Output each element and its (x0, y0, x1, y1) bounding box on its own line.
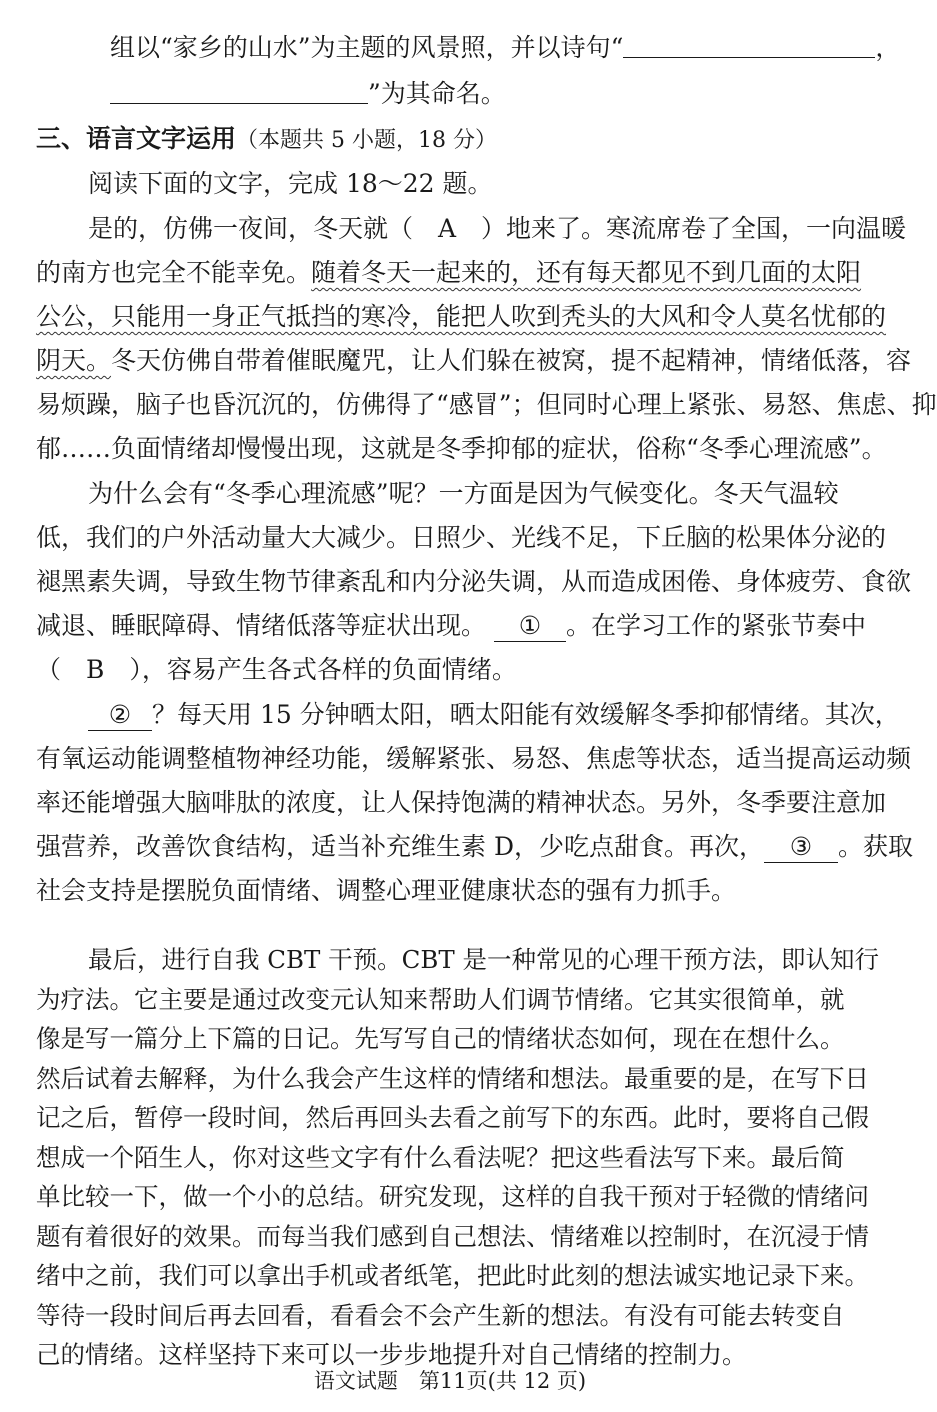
para2-line: （ B ），容易产生各式各样的负面情绪。 (36, 655, 517, 684)
para4-line: 题有着很好的效果。而每当我们感到自己想法、情绪难以控制时，在沉浸于情 (36, 1221, 869, 1251)
para4-line: 为疗法。它主要是通过改变元认知来帮助人们调节情绪。它其实很简单，就 (36, 984, 845, 1014)
para4-line: 绪中之前，我们可以拿出手机或者纸笔，把此时此刻的想法诚实地记录下来。 (36, 1261, 869, 1290)
para3-line (0, 827, 914, 867)
blank-1[interactable]: ① (494, 611, 566, 642)
para3-line: 社会支持是摆脱负面情绪、调整心理亚健康状态的强有力抓手。 (36, 876, 737, 905)
wavy-underlined-text: 随着冬天一起来的，还有每天都见不到几面的太阳 (311, 258, 862, 287)
para3-text: 强营养，改善饮食结构，适当补充维生素 D，少吃点甜食。再次， (36, 832, 764, 861)
para3-line (0, 695, 900, 735)
para1-line (0, 253, 900, 293)
para1-text: 冬天仿佛自带着催眠魔咒，让人们躲在被窝，提不起精神，情绪低落，容 (111, 346, 912, 375)
para4-line: 像是写一篇分上下篇的日记。先写写自己的情绪状态如何，现在在想什么。 (36, 1024, 845, 1053)
para3-text: ？每天用 15 分钟晒太阳，晒太阳能有效缓解冬季抑郁情绪。其次， (152, 700, 900, 729)
para1-line (0, 297, 900, 337)
blank-2[interactable]: ② (88, 700, 152, 731)
para2-text: 减退、睡眠障碍、情绪低落等症状出现。 (36, 611, 487, 640)
para4-line: 然后试着去解释，为什么我会产生这样的情绪和想法。最重要的是，在写下日 (36, 1063, 869, 1093)
wavy-underlined-text: 公公，只能用一身正气抵挡的寒冷，能把人吹到秃头的大风和令人莫名忧郁的 (36, 302, 887, 331)
para3-line: 率还能增强大脑啡肽的浓度，让人保持饱满的精神状态。另外，冬季要注意加 (36, 788, 887, 817)
para2-line: 为什么会有“冬季心理流感”呢？一方面是因为气候变化。冬天气温较 (88, 479, 839, 508)
q17-line-2 (0, 74, 900, 114)
instruction: 阅读下面的文字，完成 18～22 题。 (88, 169, 493, 198)
para1-line (0, 341, 912, 381)
q17-line-1 (0, 28, 900, 68)
para3-line: 有氧运动能调整植物神经功能，缓解紧张、易怒、焦虑等状态，适当提高运动频 (36, 744, 912, 773)
para4-line: 记之后，暂停一段时间，然后再回头去看之前写下的东西。此时，要将自己假 (36, 1103, 869, 1132)
q17-text: 组以“家乡的山水”为主题的风景照，并以诗句“ (110, 33, 624, 62)
para1-line: 易烦躁，脑子也昏沉沉的，仿佛得了“感冒”；但同时心理上紧张、易怒、焦虑、抑 (36, 390, 937, 419)
para2-line: 低，我们的户外活动量大大减少。日照少、光线不足，下丘脑的松果体分泌的 (36, 523, 887, 552)
section-heading (0, 119, 900, 159)
poem-answer-blank-1[interactable] (623, 29, 875, 58)
wavy-underlined-text: 阴天。 (36, 346, 112, 375)
para4-line: 最后，进行自我 CBT 干预。CBT 是一种常见的心理干预方法，即认知行 (88, 945, 880, 974)
q17-comma: ， (875, 33, 901, 62)
para2-line (0, 606, 900, 646)
para1-text: 的南方也完全不能幸免。 (36, 258, 312, 287)
poem-answer-blank-2[interactable] (110, 75, 368, 104)
para2-line: 褪黑素失调，导致生物节律紊乱和内分泌失调，从而造成困倦、身体疲劳、食欲 (36, 567, 912, 596)
para1-line: 是的，仿佛一夜间，冬天就（ A ）地来了。寒流席卷了全国，一向温暖 (88, 214, 907, 243)
para4-line: 己的情绪。这样坚持下来可以一步步地提升对自己情绪的控制力。 (36, 1340, 747, 1369)
section-title: 三、语言文字运用 (36, 124, 237, 153)
para1-line: 郁……负面情绪却慢慢出现，这就是冬季抑郁的症状，俗称“冬季心理流感”。 (36, 434, 887, 463)
para3-text: 。获取 (838, 832, 914, 861)
para4-line: 单比较一下，做一个小的总结。研究发现，这样的自我干预对于轻微的情绪问 (36, 1182, 869, 1211)
q17-text-end: ”为其命名。 (368, 79, 506, 108)
para4-line: 等待一段时间后再去回看，看看会不会产生新的想法。有没有可能去转变自 (36, 1300, 845, 1330)
section-meta: （本题共 5 小题，18 分） (236, 128, 497, 153)
para2-text: 。在学习工作的紧张节奏中 (565, 611, 866, 640)
blank-3[interactable]: ③ (764, 832, 838, 863)
para4-line: 想成一个陌生人，你对这些文字有什么看法呢？把这些看法写下来。最后简 (36, 1142, 845, 1172)
page-footer: 语文试题 第11页(共 12 页) (313, 1369, 587, 1393)
